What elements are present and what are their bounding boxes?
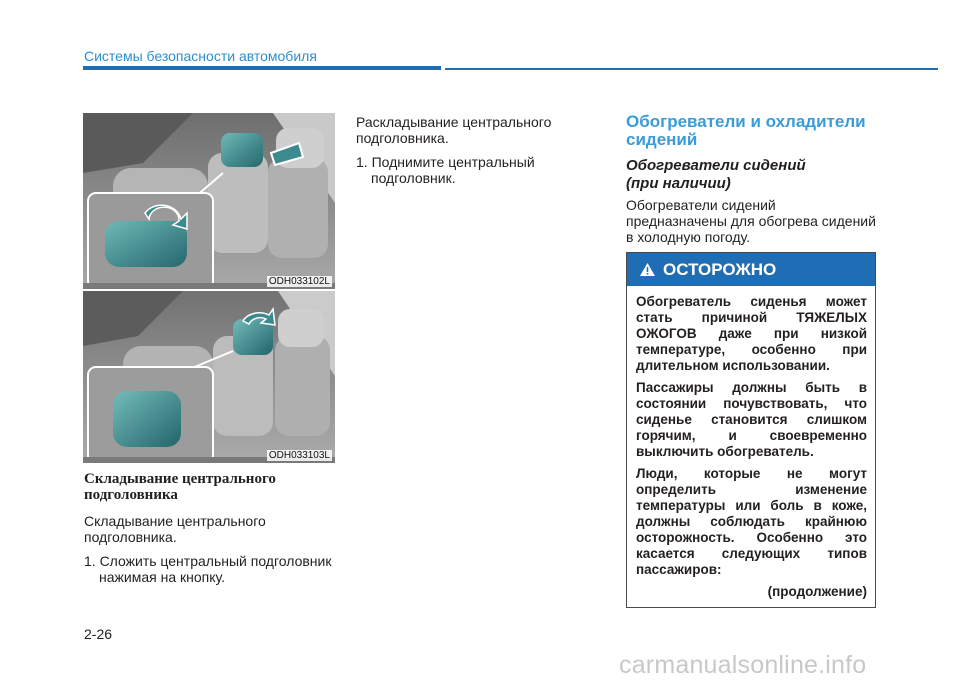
warning-title: ОСТОРОЖНО bbox=[663, 259, 777, 279]
warning-triangle-icon bbox=[639, 262, 656, 277]
figure-code: ODH033103L bbox=[268, 450, 330, 461]
warning-body bbox=[627, 286, 875, 578]
fold-heading: Складывание центрального подголовника bbox=[84, 471, 276, 503]
warning-header bbox=[627, 253, 875, 286]
warning-paragraph: Пассажиры должны быть в состоянии почувствовать, что сиденье становится слишком горячим, и своевременно выключить обогреватель. bbox=[636, 380, 867, 459]
unfold-step-1: 1. Поднимите центральный подголовник. bbox=[356, 154, 535, 186]
right-column bbox=[626, 113, 878, 245]
seat-heater-body: Обогреватели сидений предназначены для обогрева сидений в холодную погоду. bbox=[626, 197, 876, 245]
warning-paragraph: Люди, которые не могут определить изменение температуры или боль в коже, должны соблюдать крайнюю осторожность. Особенно это касается следующих типов пассажиров: bbox=[636, 466, 867, 577]
inset-headrest bbox=[105, 221, 187, 267]
warning-box bbox=[626, 252, 876, 608]
header-rule-light bbox=[445, 68, 938, 70]
fold-headrest-illustration bbox=[83, 113, 335, 289]
center-headrest bbox=[221, 133, 263, 167]
section-header: Системы безопасности автомобиля bbox=[84, 48, 317, 64]
page-number: 2-26 bbox=[84, 626, 113, 642]
seat-heating-heading: Обогреватели и охладители сидений bbox=[626, 112, 866, 149]
header-rule-dark bbox=[83, 66, 441, 70]
left-column bbox=[84, 471, 334, 585]
fold-body: Складывание центрального подголовника. bbox=[84, 513, 266, 545]
fold-step-1: 1. Сложить центральный подголовник нажимая на кнопку. bbox=[84, 553, 332, 585]
figure-code: ODH033102L bbox=[268, 276, 330, 287]
unfold-body: Раскладывание центрального подголовника. bbox=[356, 114, 552, 146]
warning-paragraph: Обогреватель сиденья может стать причиной ТЯЖЕЛЫХ ОЖОГОВ даже при низкой температуре, особенно при длительном использовании. bbox=[636, 294, 867, 373]
subheading-line-2: (при наличии) bbox=[626, 175, 731, 192]
figure-unfold-headrest bbox=[83, 291, 335, 463]
seat-heater-subheading bbox=[626, 157, 878, 193]
inset-headrest bbox=[113, 391, 181, 447]
figure-fold-headrest bbox=[83, 113, 335, 289]
subheading-line-1: Обогреватели сидений bbox=[626, 157, 806, 174]
unfold-headrest-illustration bbox=[83, 291, 335, 463]
warning-continued: (продолжение) bbox=[767, 584, 867, 599]
watermark: carmanualsonline.info bbox=[619, 651, 867, 679]
middle-column bbox=[356, 114, 606, 186]
